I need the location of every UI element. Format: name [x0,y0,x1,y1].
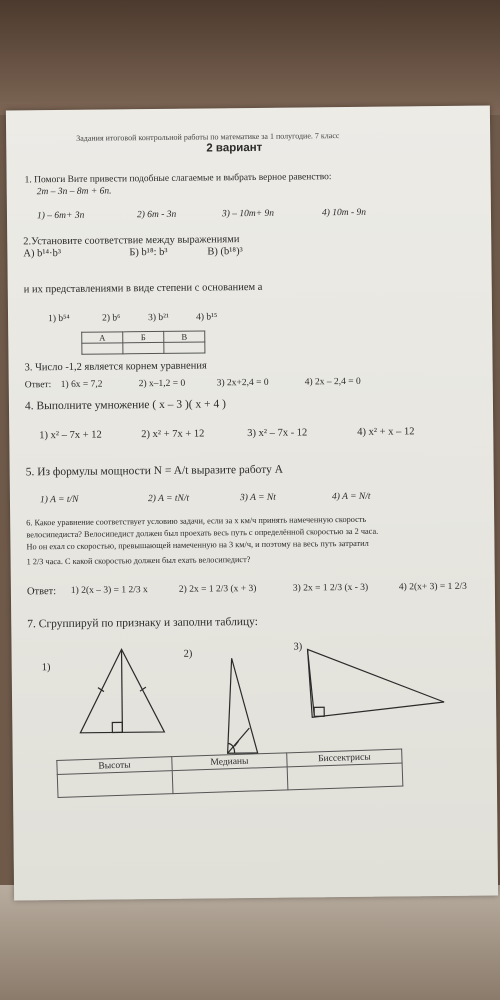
q3-prompt: 3. Число -1,2 является корнем уравнения [24,360,207,374]
q4-option-3: 3) x² – 7x - 12 [247,427,308,440]
q2-option-2: 2) b⁶ [102,313,121,324]
q7-label-3: 3) [293,641,303,653]
q7-cell-bisectors[interactable] [287,763,403,790]
q6-text-line-1: 6. Какое уравнение соответствует условию задачи, если за x км/ч принять намеченную скорость [26,514,367,528]
triangle-3-median [308,648,445,717]
q5-prompt: 5. Из формулы мощности N = A/t выразите работу А [25,463,284,479]
triangle-2-bisector [227,658,258,753]
q7-cell-medians[interactable] [172,767,288,794]
q6-option-2: 2) 2x = 1 2/3 (x + 3) [178,583,257,595]
q6-text-line-4: 1 2/3 часа. С какой скоростью должен был ехать велосипедист? [26,555,251,567]
variant-label: 2 вариант [206,141,263,155]
q2-table-header-c: В [164,331,205,342]
q1-option-2: 2) 6m - 3n [136,209,177,221]
q6-option-4: 4) 2(x+ 3) = 1 2/3 [398,581,467,593]
worksheet-title: Задания итоговой контрольной работы по математике за 1 полугодие. 7 класс [76,131,340,143]
q2-table-header-a: А [82,332,123,343]
q7-header-heights: Высоты [57,757,172,775]
desk-background-top [0,0,500,115]
q6-text-line-2: велосипедиста? Велосипедист должен был проехать весь путь с определённой скоростью за 2 часа. [26,526,379,540]
worksheet-paper [6,105,498,900]
q1-expression: 2m – 3n – 8m + 6n. [36,186,112,198]
q7-cell-heights[interactable] [57,771,173,798]
q2-table-header-b: Б [123,331,164,342]
q2-option-1: 1) b⁵⁴ [48,313,70,325]
q5-option-1: 1) A = t/N [39,494,79,506]
q5-option-2: 2) A = tN/t [147,493,190,505]
q6-option-3: 3) 2x = 1 2/3 (x - 3) [292,582,369,594]
q5-option-4: 4) A = N/t [331,491,371,503]
q4-prompt: 4. Выполните умножение ( x – 3 )( x + 4 ) [24,398,226,413]
q7-label-2: 2) [183,648,193,660]
q3-option-4: 4) 2x – 2,4 = 0 [304,376,361,388]
q6-answer-label: Ответ: [26,586,57,598]
q7-header-medians: Медианы [172,753,287,771]
q1-option-1: 1) – 6m+ 3n [36,210,85,222]
q7-header-bisectors: Биссектрисы [287,749,402,767]
q2-option-3: 3) b²¹ [148,312,169,324]
q4-option-4: 4) x² + x – 12 [357,426,415,438]
desk-background-bottom [0,885,500,1000]
q3-answer-label: Ответ: [24,380,52,391]
q7-label-1: 1) [41,662,51,674]
q1-option-3: 3) – 10m+ 9n [221,208,275,220]
q6-text-line-3: Но он ехал со скоростью, превышающей намеченную на 3 км/ч, и поэтому на весь путь затратил [26,538,369,552]
q1-prompt: 1. Помоги Вите привести подобные слагаемые и выбрать верное равенство: [24,172,332,186]
q6-option-1: 1) 2(x – 3) = 1 2/3 x [70,585,148,596]
q2-prompt-2: и их представлениями в виде степени с основанием а [23,281,263,296]
q5-option-3: 3) A = Nt [239,492,276,504]
q3-option-2: 2) x–1,2 = 0 [138,378,186,390]
q2-option-4: 4) b¹⁵ [196,312,218,323]
q1-option-4: 4) 10m - 9n [321,207,367,219]
q2-expression-a: А) b¹⁴·b³ [23,247,62,260]
q4-option-2: 2) x² + 7x + 12 [141,428,205,441]
q2-expression-c: В) (b¹⁸)³ [207,246,243,258]
q3-option-1: 1) 6x = 7,2 [60,379,103,390]
q4-option-1: 1) x² – 7x + 12 [39,429,102,442]
q2-expression-b: Б) b¹⁸: b³ [129,246,168,259]
triangle-1-altitude [80,649,165,733]
q2-prompt: 2.Установите соответствие между выражениями [23,234,240,248]
q7-prompt: 7. Сгруппируй по признаку и заполни таблицу: [27,615,258,631]
q3-option-3: 3) 2x+2,4 = 0 [216,377,269,389]
